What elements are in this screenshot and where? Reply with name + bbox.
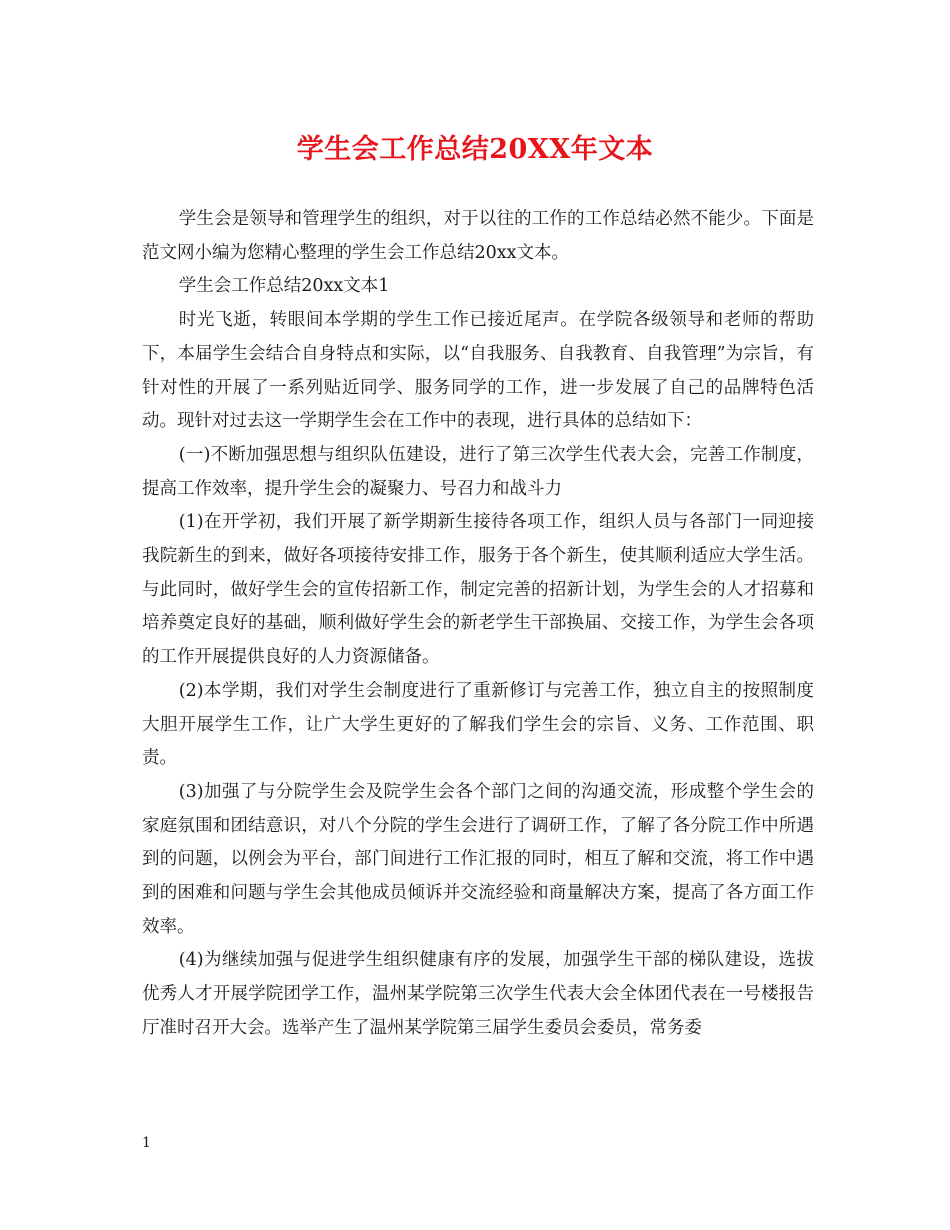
document-body xyxy=(142,203,814,1046)
paragraph-overview: 时光飞逝，转眼间本学期的学生工作已接近尾声。在学院各级领导和老师的帮助下，本届学生会结合自身特点和实际，以“自我服务、自我教育、自我管理”为宗旨，有针对性的开展了一系列贴近同学、服务同学的工作，进一步发展了自己的品牌特色活动。现针对过去这一学期学生会在工作中的表现，进行具体的总结如下： xyxy=(142,310,814,432)
document-title: 学生会工作总结20XX年文本 xyxy=(296,134,654,165)
paragraph-intro: 学生会是领导和管理学生的组织，对于以往的工作的工作总结必然不能少。下面是范文网小编为您精心整理的学生会工作总结20xx文本。 xyxy=(142,209,814,263)
paragraph-item-4: (4)为继续加强与促进学生组织健康有序的发展，加强学生干部的梯队建设，选拔优秀人才开展学院团学工作，温州某学院第三次学生代表大会全体团代表在一号楼报告厅准时召开大会。选举产生了温州某学院第三届学生委员会委员，常务委 xyxy=(142,950,814,1038)
paragraph-item-3: (3)加强了与分院学生会及院学生会各个部门之间的沟通交流，形成整个学生会的家庭氛围和团结意识，对八个分院的学生会进行了调研工作，了解了各分院工作中所遇到的问题，以例会为平台，部门间进行工作汇报的同时，相互了解和交流，将工作中遇到的困难和问题与学生会其他成员倾诉并交流经验和商量解决方案，提高了各方面工作效率。 xyxy=(142,781,814,937)
paragraph-point-1: (一)不断加强思想与组织队伍建设，进行了第三次学生代表大会，完善工作制度，提高工作效率，提升学生会的凝聚力、号召力和战斗力 xyxy=(142,444,814,499)
paragraph-section-heading: 学生会工作总结20xx文本1 xyxy=(178,276,390,297)
paragraph-item-2: (2)本学期，我们对学生会制度进行了重新修订与完善工作，独立自主的按照制度大胆开展学生工作，让广大学生更好的了解我们学生会的宗旨、义务、工作范围、职责。 xyxy=(142,680,814,769)
paragraph-item-1: (1)在开学初，我们开展了新学期新生接待各项工作，组织人员与各部门一同迎接我院新生的到来，做好各项接待安排工作，服务于各个新生，使其顺利适应大学生活。与此同时，做好学生会的宣传招新工作，制定完善的招新计划，为学生会的人才招募和培养奠定良好的基础，顺利做好学生会的新老学生干部换届、交接工作，为学生会各项的工作开展提供良好的人力资源储备。 xyxy=(142,512,814,668)
page-number: 1 xyxy=(142,1135,151,1151)
